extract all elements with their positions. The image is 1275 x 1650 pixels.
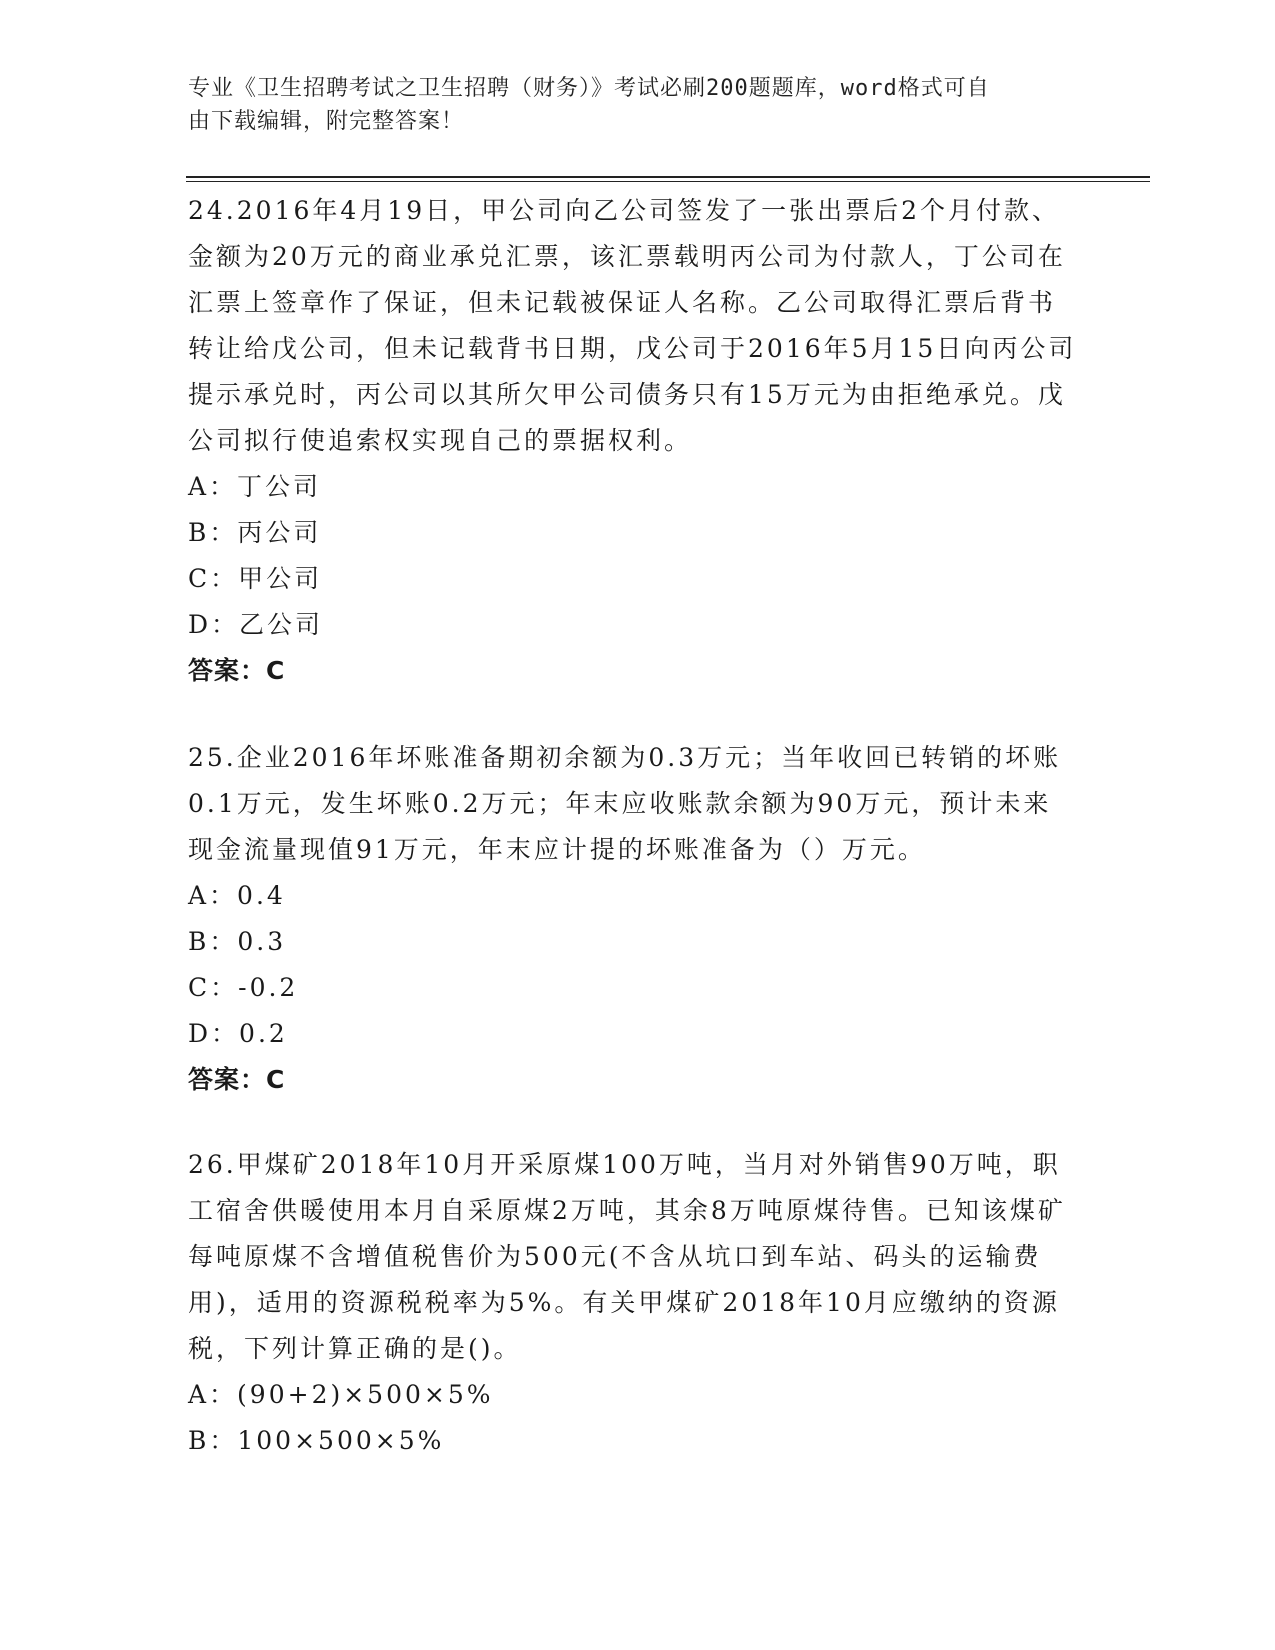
option-b: B：100×500×5% bbox=[188, 1426, 445, 1455]
header-divider-thick bbox=[186, 176, 1150, 178]
option-d: D：0.2 bbox=[188, 1019, 288, 1048]
option-b: B：0.3 bbox=[188, 927, 287, 956]
question-stem: 24.2016年4月19日，甲公司向乙公司签发了一张出票后2个月付款、金额为20万元的商业承兑汇票，该汇票载明丙公司为付款人，丁公司在汇票上签章作了保证，但未记载被保证人名称。乙公司取得汇票后背书转让给戊公司，但未记载背书日期，戊公司于2016年5月15日向丙公司提示承兑时，丙公司以其所欠甲公司债务只有15万元为由拒绝承兑。戊公司拟行使追索权实现自己的票据权利。 bbox=[188, 196, 1077, 455]
question-24 bbox=[188, 188, 1078, 694]
header-divider-thin bbox=[186, 181, 1150, 182]
question-26 bbox=[188, 1142, 1078, 1464]
header-line-1: 专业《卫生招聘考试之卫生招聘（财务）》考试必刷200题题库，word格式可自 bbox=[188, 76, 990, 101]
document-header bbox=[188, 72, 1068, 138]
question-stem: 26.甲煤矿2018年10月开采原煤100万吨，当月对外销售90万吨，职工宿舍供暖使用本月自采原煤2万吨，其余8万吨原煤待售。已知该煤矿每吨原煤不含增值税售价为500元(不含从坑口到车站、码头的运输费用)，适用的资源税税率为5%。有关甲煤矿2018年10月应缴纳的资源税，下列计算正确的是()。 bbox=[188, 1150, 1066, 1363]
answer: 答案：C bbox=[188, 1065, 286, 1094]
option-a: A：(90+2)×500×5% bbox=[188, 1380, 494, 1409]
question-25 bbox=[188, 735, 1078, 1103]
option-a: A：丁公司 bbox=[188, 472, 322, 501]
option-a: A：0.4 bbox=[188, 881, 286, 910]
option-c: C：-0.2 bbox=[188, 973, 299, 1002]
option-c: C：甲公司 bbox=[188, 564, 323, 593]
header-line-2: 由下载编辑，附完整答案！ bbox=[188, 109, 465, 134]
option-b: B：丙公司 bbox=[188, 518, 322, 547]
question-stem: 25.企业2016年坏账准备期初余额为0.3万元；当年收回已转销的坏账0.1万元，发生坏账0.2万元；年末应收账款余额为90万元，预计未来现金流量现值91万元，年末应计提的坏账准备为（）万元。 bbox=[188, 743, 1062, 864]
answer: 答案：C bbox=[188, 656, 286, 685]
option-d: D：乙公司 bbox=[188, 610, 324, 639]
